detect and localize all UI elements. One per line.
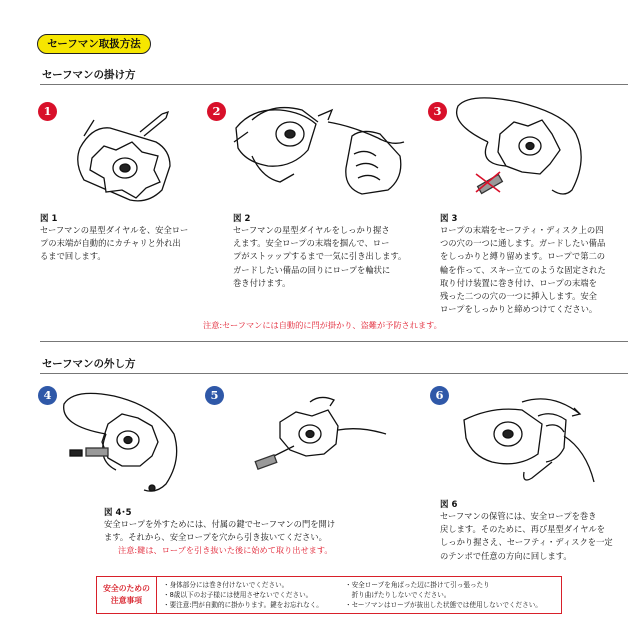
figure-label-6: 図 6 bbox=[440, 500, 458, 510]
text-line: るまで回します。 bbox=[40, 251, 106, 262]
text-line: 戻します。そのために、再び星型ダイヤルを bbox=[440, 524, 606, 535]
step-number-4: 4 bbox=[38, 386, 57, 405]
safety-list-left bbox=[163, 581, 323, 610]
text-line: 輪を作って、スキー立てのような固定された bbox=[440, 264, 606, 275]
figure-label-3: 図 3 bbox=[440, 214, 458, 224]
step1-description bbox=[40, 224, 188, 264]
text-line: えます。安全ロープの末端を掴んで、ロー bbox=[233, 238, 390, 249]
key-caution-note: 注意:鍵は、ロープを引き抜いた後に始めて取り出せます。 bbox=[118, 545, 333, 555]
list-item: ・要注意:閂が自動的に掛かります。鍵をお忘れなく。 bbox=[163, 600, 323, 609]
step-number-2: 2 bbox=[207, 102, 226, 121]
figure-label-1: 図 1 bbox=[40, 214, 58, 224]
text-line: ます。それから、安全ロープを穴から引き抜いてください。 bbox=[104, 532, 327, 543]
text-line: 残った二つの穴の一つに挿入します。安全 bbox=[440, 291, 597, 302]
text-line: のテンポで任意の方向に回します。 bbox=[440, 550, 572, 561]
step2-description bbox=[233, 224, 406, 290]
text-line: 安全のための bbox=[103, 584, 150, 593]
text-line: プの末端が自動的にカチャリと外れ出 bbox=[40, 238, 181, 249]
text-line: 注意事項 bbox=[110, 596, 143, 605]
attach-caution-note: 注意:セーフマンには自動的に閂が掛かり、盗難が予防されます。 bbox=[203, 320, 442, 330]
divider bbox=[40, 373, 628, 374]
safety-precautions-box bbox=[96, 576, 562, 614]
step6-description bbox=[440, 510, 613, 563]
step4-5-description bbox=[104, 518, 335, 544]
text-line: 安全ロープを外すためには、付属の鍵でセーフマンの門を開け bbox=[104, 519, 336, 529]
step3-description bbox=[440, 224, 606, 316]
safety-list-right bbox=[345, 581, 542, 610]
figure-label-4-5: 図 4･5 bbox=[104, 508, 132, 518]
text-line: セーフマンの星型ダイヤルをしっかり握さ bbox=[233, 225, 390, 235]
step-number-6: 6 bbox=[430, 386, 449, 405]
list-item: ・8歳以下のお子様には使用させないでください。 bbox=[163, 590, 313, 599]
section-title-attach: セーフマンの掛け方 bbox=[42, 69, 136, 81]
text-line: をしっかりと縛り留めます。ロープで第二の bbox=[440, 251, 606, 262]
text-line: ロープの末端をセーフティ・ディスク上の四 bbox=[440, 225, 604, 235]
text-line: 取り付け装置に巻き付け、ロープの末端を bbox=[440, 277, 597, 288]
text-line: ロープをしっかりと締めつけてください。 bbox=[440, 304, 598, 315]
text-line: しっかり握さえ、セーフティ・ディスクを一定 bbox=[440, 537, 613, 548]
figure-label-2: 図 2 bbox=[233, 214, 251, 224]
divider bbox=[40, 341, 628, 342]
section-title-detach: セーフマンの外し方 bbox=[42, 358, 136, 370]
step4-illustration bbox=[56, 390, 186, 500]
step2-illustration bbox=[232, 98, 412, 203]
text-line: ガードしたい備品の回りにロープを輪状に bbox=[233, 264, 391, 275]
step5-illustration bbox=[250, 396, 390, 494]
list-item: ・安全ロープを角ばった辺に掛けて引っ張ったり bbox=[345, 581, 490, 589]
text-line: セーフマンの星型ダイヤルを、安全ロー bbox=[40, 225, 189, 235]
step-number-5: 5 bbox=[205, 386, 224, 405]
text-line: セーフマンの保管には、安全ロープを巻き bbox=[440, 511, 597, 521]
list-item: ・セーフマンはロープが抜出した状態では使用しないでください。 bbox=[345, 600, 542, 609]
text-line: 巻き付けます。 bbox=[233, 277, 291, 288]
list-item: 折り曲げたりしないでください。 bbox=[345, 590, 451, 599]
step3-illustration bbox=[448, 94, 598, 204]
text-line: つの穴の一つに通します。ガードしたい備品 bbox=[440, 238, 606, 249]
step-number-1: 1 bbox=[38, 102, 57, 121]
manual-title: セーフマン取扱方法 bbox=[37, 34, 151, 54]
step-number-3: 3 bbox=[428, 102, 447, 121]
step6-illustration bbox=[462, 396, 612, 496]
list-item: ・身体部分には巻き付けないでください。 bbox=[163, 581, 289, 589]
text-line: プがストッップするまで一気に引き出します。 bbox=[233, 251, 407, 262]
divider bbox=[40, 84, 628, 85]
step1-illustration bbox=[70, 108, 180, 208]
safety-label bbox=[97, 577, 157, 613]
